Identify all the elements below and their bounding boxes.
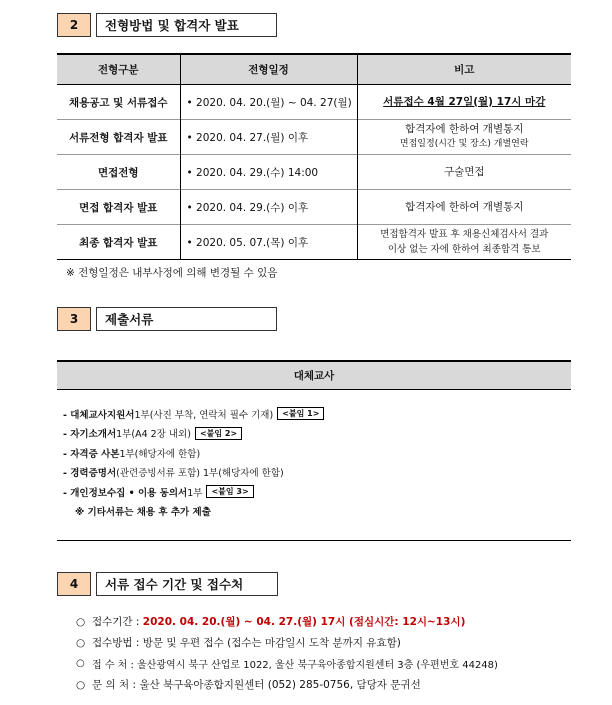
section-title: 제출서류	[96, 307, 277, 331]
info-label: 접수기간 :	[92, 616, 140, 628]
remark-cell: 구술면접	[357, 155, 571, 190]
table-row	[57, 120, 571, 155]
section-title: 전형방법 및 합격자 발표	[96, 13, 277, 37]
remark-cell	[357, 85, 571, 120]
info-value: 울산광역시 북구 산업로 1022, 울산 북구육아종합지원센터 3층 (우편번호 44248)	[137, 660, 498, 671]
info-value: 방문 및 우편 접수 (접수는 마감일시 도착 분까지 유효함)	[142, 637, 401, 649]
item-name: - 대체교사지원서	[63, 409, 135, 421]
category-cell: 채용공고 및 서류접수	[57, 85, 180, 120]
table-row	[57, 85, 571, 120]
circle-bullet-icon: ○	[76, 678, 86, 691]
info-value: 울산 북구육아종합지원센터 (052) 285-0756, 담당자 문귀선	[139, 679, 421, 691]
section-3-heading	[57, 307, 277, 331]
info-label: 접 수 처 :	[92, 660, 134, 671]
list-item	[76, 611, 498, 632]
item-detail: 1부(사진 부착, 연락처 필수 기재)	[134, 409, 274, 421]
item-name: - 개인정보수집 • 이용 동의서	[63, 487, 188, 499]
remark-subtext: 면접일정(시간 및 장소) 개별연락	[399, 139, 529, 149]
section-4-heading	[57, 572, 278, 596]
info-label: 문 의 처 :	[92, 679, 136, 691]
remark-text: 합격자에 한하여 개별통지	[405, 123, 524, 135]
application-info	[76, 611, 498, 695]
column-header: 비고	[357, 54, 571, 85]
divider	[57, 540, 571, 541]
list-item	[76, 653, 498, 674]
table-row	[57, 190, 571, 225]
remark-text: 이상 없는 자에 한하여 최종합격 통보	[387, 244, 541, 255]
column-header: 전형일정	[180, 54, 357, 85]
item-detail: 1부	[187, 487, 203, 499]
table-row	[57, 155, 571, 190]
section-2-heading	[57, 13, 277, 37]
documents-header: 대체교사	[57, 362, 571, 390]
schedule-table	[57, 53, 571, 260]
schedule-cell: • 2020. 04. 29.(수) 14:00	[180, 155, 357, 190]
item-detail: (관련증빙서류 포함) 1부(해당자에 한함)	[116, 468, 284, 480]
info-value: 2020. 04. 20.(월) ~ 04. 27.(월) 17시 (점심시간: 12시~13시)	[142, 616, 466, 628]
section-title: 서류 접수 기간 및 접수처	[96, 572, 278, 596]
list-item	[63, 404, 324, 424]
item-name: - 자기소개서	[63, 429, 117, 441]
schedule-cell: • 2020. 04. 20.(월) ~ 04. 27(월)	[180, 85, 357, 120]
list-item	[63, 443, 324, 463]
remark-cell	[357, 225, 571, 260]
schedule-cell: • 2020. 04. 29.(수) 이후	[180, 190, 357, 225]
remark-cell: 합격자에 한하여 개별통지	[357, 190, 571, 225]
circle-bullet-icon: ○	[76, 615, 86, 628]
item-name: - 경력증명서	[63, 468, 117, 480]
circle-bullet-icon: ○	[76, 658, 85, 669]
category-cell: 면접 합격자 발표	[57, 190, 180, 225]
remark-text: 면접합격자 발표 후 채용신체검사서 결과	[380, 229, 549, 240]
list-item	[76, 674, 498, 695]
list-item	[63, 424, 324, 444]
section-number: 3	[57, 307, 91, 331]
list-item	[63, 463, 324, 483]
documents-footnote: ※ 기타서류는 채용 후 추가 제출	[75, 507, 211, 519]
column-header: 전형구분	[57, 54, 180, 85]
list-item	[63, 482, 324, 502]
attachment-tag: <붙임 2>	[195, 427, 242, 440]
list-item	[76, 632, 498, 653]
schedule-cell: • 2020. 05. 07.(목) 이후	[180, 225, 357, 260]
schedule-note: ※ 전형일정은 내부사정에 의해 변경될 수 있음	[66, 267, 278, 279]
item-name: - 자격증 사본	[63, 448, 120, 460]
category-cell: 서류전형 합격자 발표	[57, 120, 180, 155]
info-label: 접수방법 :	[92, 637, 140, 649]
section-number: 2	[57, 13, 91, 37]
category-cell: 최종 합격자 발표	[57, 225, 180, 260]
circle-bullet-icon: ○	[76, 636, 86, 649]
schedule-cell: • 2020. 04. 27.(월) 이후	[180, 120, 357, 155]
table-header-row	[57, 54, 571, 85]
documents-list	[63, 404, 324, 521]
attachment-tag: <붙임 1>	[277, 407, 324, 420]
item-detail: 1부(해당자에 한함)	[119, 448, 201, 460]
item-detail: 1부(A4 2장 내외)	[116, 429, 191, 441]
remark-text: 서류접수 4월 27일(월) 17시 마감	[383, 95, 546, 108]
section-number: 4	[57, 572, 91, 596]
remark-cell	[357, 120, 571, 155]
table-row	[57, 225, 571, 260]
category-cell: 면접전형	[57, 155, 180, 190]
documents-box	[57, 360, 571, 390]
attachment-tag: <붙임 3>	[206, 485, 253, 498]
